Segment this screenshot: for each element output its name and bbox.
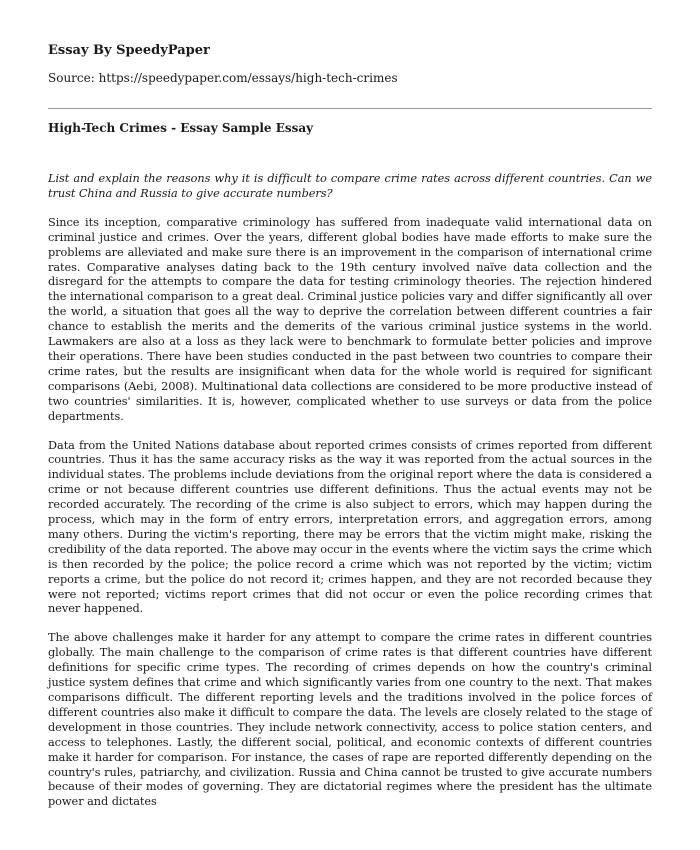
essay-title: High-Tech Crimes - Essay Sample Essay [48,121,314,135]
essay-paragraph-1: Since its inception, comparative criminology has suffered from inadequate valid international data on criminal justice and crimes. Over the years, different global bodies have made efforts to make sure the problems are alleviated and make sure there is an improvement in the comparison of international crime rates. Comparative analyses dating back to the 19th century involved naïve data collection and the disregard for the attempts to compare the data for testing criminology theories. The rejection hindered the international comparison to a great deal. Criminal justice policies vary and differ significantly all over the world, a situation that goes all the way to deprive the correlation between different countries a fair chance to establish the merits and the demerits of the various criminal justice systems in the world. Lawmakers are also at a loss as they lack were to benchmark to formulate better policies and improve their operations. There have been studies conducted in the past between two countries to compare their crime rates, but the results are insignificant when data for the whole world is required for significant comparisons (Aebi, 2008). Multinational data collections are considered to be more productive instead of two countries' similarities. It is, however, complicated whether to use surveys or data from the police departments. [48,215,652,423]
header-divider [48,108,652,109]
site-title: Essay By SpeedyPaper [48,43,210,58]
essay-paragraph-3: The above challenges make it harder for any attempt to compare the crime rates in different countries globally. The main challenge to the comparison of crime rates is that different countries have different definitions for specific crime types. The recording of crimes depends on how the country's criminal justice system defines that crime and which significantly varies from one country to the next. That makes comparisons difficult. The different reporting levels and the traditions involved in the police forces of different countries also make it difficult to compare the data. The levels are closely related to the stage of development in those countries. They include network connectivity, access to police station centers, and access to telephones. Lastly, the different social, political, and economic contexts of different countries make it harder for comparison. For instance, the cases of rape are reported differently depending on the country's rules, patriarchy, and civilization. Russia and China cannot be trusted to give accurate numbers because of their modes of governing. They are dictatorial regimes where the president has the ultimate power and dictates [48,631,652,809]
essay-paragraph-2: Data from the United Nations database about reported crimes consists of crimes reported from different countries. Thus it has the same accuracy risks as the way it was reported from the actual sources in the individual states. The problems include deviations from the original report where the data is considered a crime or not because different countries use different definitions. Thus the actual events may not be recorded accurately. The recording of the crime is also subject to errors, which may happen during the process, which may in the form of entry errors, interpretation errors, and aggregation errors, among many others. During the victim's reporting, there may be errors that the victim might make, risking the credibility of the data reported. The above may occur in the events where the victim says the crime which is then recorded by the police; the police record a crime which was not reported by the victim; victim reports a crime, but the police do not record it; crimes happen, and they are not recorded because they were not reported; victims report crimes that did not occur or even the police recording crimes that never happened. [48,438,652,616]
essay-question: List and explain the reasons why it is difficult to compare crime rates across different countries. Can we trust China and Russia to give accurate numbers? [48,172,652,200]
essay-body [48,172,652,824]
source-line: Source: https://speedypaper.com/essays/high-tech-crimes [48,71,398,85]
